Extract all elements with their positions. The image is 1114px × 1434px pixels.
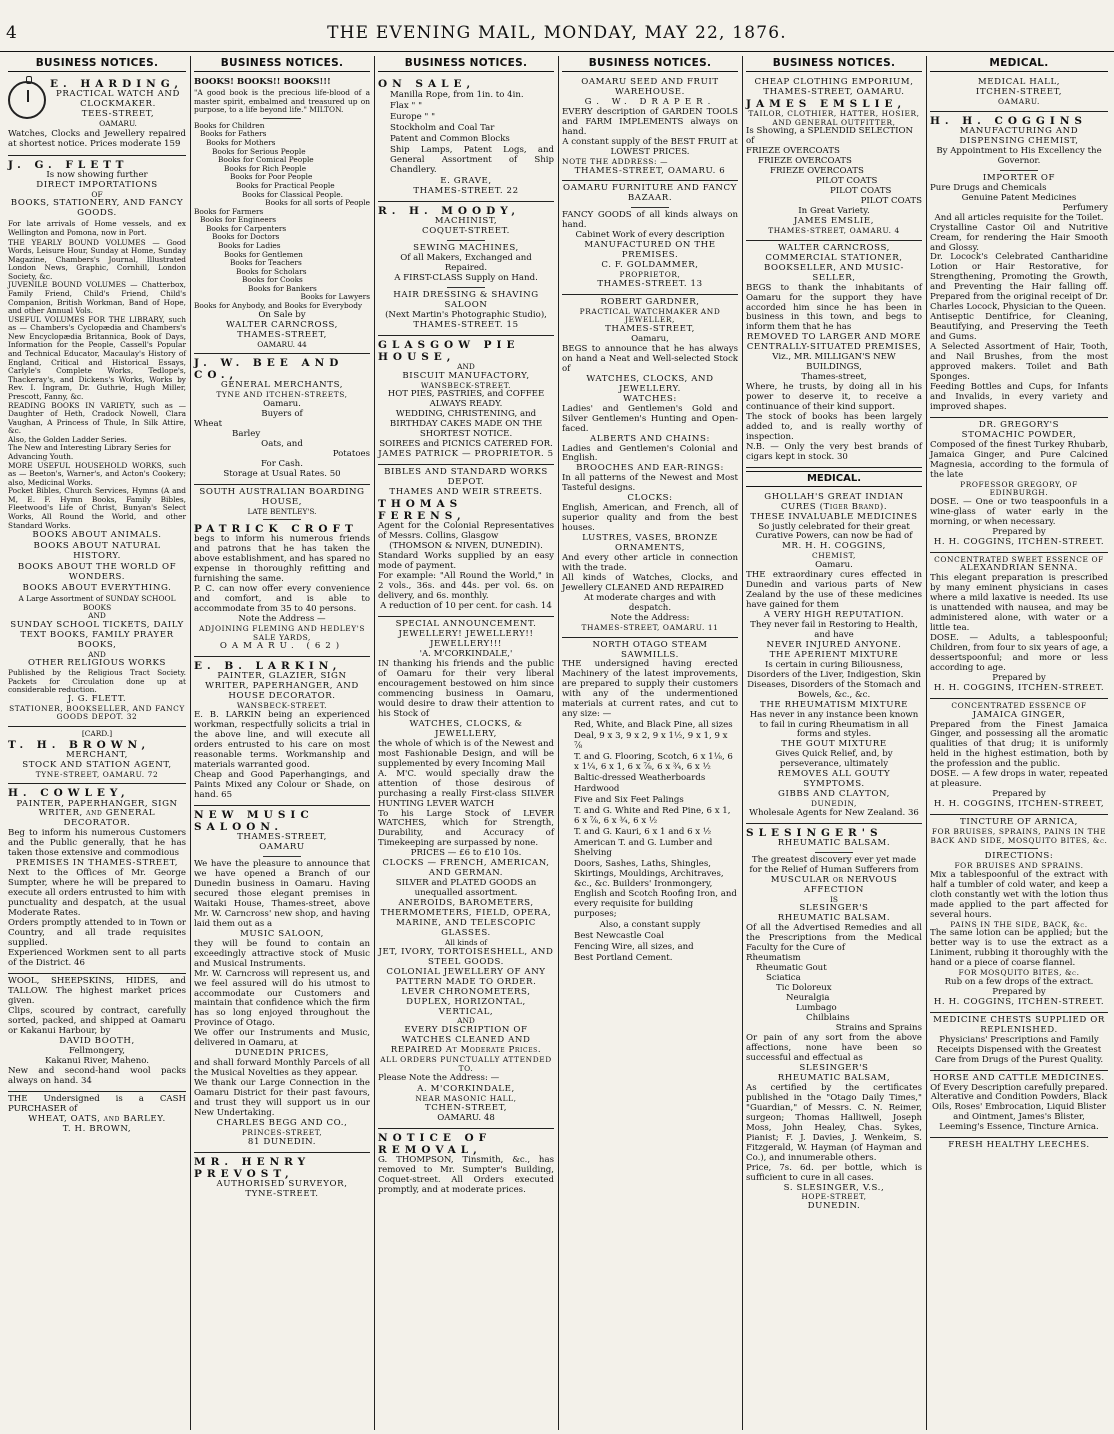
ad-grave-on-sale: ON SALE, Manilla Rope, from 1in. to 4in. Flax " " Europe " " Stockholm and Coal Tar Patent and Common Blocks Ship Lamps, Patent Logs, and General Assortment of Ship Chandlery. E. GRAVE, THAMES-STREET. 22 bbox=[378, 75, 554, 202]
ad-books-carncross: BOOKS! BOOKS!! BOOKS!!! "A good book is the precious life-blood of a master spirit, embalmed and treasured up on purpose, to a life beyond life." MILTON. Books for Children Books for Fathers Books for Mothers Books for Serious People Books for Comical People Books for Rich People Books for Poor People Books for Practical People Books for Classical People. Books for all sorts of People Books for Farmers Books for Engineers Books for Carpenters Books for Doctors Books for Ladies Books for Gentlemen Books for Teachers Books for Scholars Books for Cooks Books for Bankers Books for Lawyers Books for Anybody, and Books for Everybody On Sale by WALTER CARNCROSS, THAMES-STREET, OAMARU. 44 bbox=[194, 75, 370, 354]
ad-medical-hall: MEDICAL HALL, ITCHEN-STREET, OAMARU. bbox=[930, 75, 1108, 112]
ad-flett: J. G. FLETT Is now showing further DIRECT IMPORTATIONS OF BOOKS, STATIONERY, AND FANCY GOODS. For late arrivals of Home vessels, and ex Wellington and Pomona, now in Port. THE YEARLY BOUND VOLUMES — Good Words, Leisure Hour, Sunday at Home, Sunday Magazine, Chambers's Journal, Illustrated London News, Graphic, Cornhill, London Society, &c. JUVENILE BOUND VOLUMES — Chatterbox, Family Friend, Child's Friend, Child's Companion, British Workman, Band of Hope, and other Annual Vols. USEFUL VOLUMES FOR THE LIBRARY, such as — Chambers's Cyclopædia and Chambers's New Encyclopædia Britannica, Book of Days, Information for the People, Cassell's Popular and Technical Educator, Macaulay's History of England, Critical and Historical Essays, Carlyle's Complete Works, Tedlope's, Thackeray's, and Dickens's Works, Works by Rev. I. Ingram, Dr. Guthrie, Hugh Miller, Prescott, Fanny, &c. READING BOOKS IN VARIETY, such as — Daughter of Heth, Cradock Nowell, Clara Vaughan, A Princess of Thule, In Silk Attire, &c. Also, the Golden Ladder Series. The New and Interesting Library Series for Advancing Youth. MORE USEFUL HOUSEHOLD WORKS, such as — Beeton's, Warner's, and Acton's Cookery; also, Medicinal Works. Pocket Bibles, Church Services, Hymns (A and M, E. F. Hymn Books, Family Bibles, Fleetwood's Life of Christ, Bunyan's Select Works, All Round the World, and other Standard Works. BOOKS ABOUT ANIMALS. BOOKS ABOUT NATURAL HISTORY. BOOKS ABOUT THE WORLD OF WONDERS. BOOKS ABOUT EVERYTHING. A Large Assortment of SUNDAY SCHOOL BOOKS AND SUNDAY SCHOOL TICKETS, DAILY TEXT BOOKS, FAMILY PRAYER BOOKS, AND OTHER RELIGIOUS WORKS Published by the Religious Tract Society. Packets for Circulation done up at considerable reduction. J. G. FLETT. STATIONER, BOOKSELLER, AND FANCY GOODS DEPOT. 32 bbox=[8, 156, 186, 727]
column-5 bbox=[742, 56, 926, 1430]
ad-gardner-watchmaker: ROBERT GARDNER, PRACTICAL WATCHMAKER AND JEWELLER, THAMES-STREET, Oamaru, BEGS to announce that he has always on hand a Neat and Well-selected Stock of WATCHES, CLOCKS, AND JEWELLERY. WATCHES: Ladies' and Gentlemen's Gold and Silver Gentlemen's Hunting and Open-faced. ALBERTS AND CHAINS: Ladies and Gentlemen's Colonial and English. BROOCHES AND EAR-RINGS: In all patterns of the Newest and Most Tasteful designs. CLOCKS: English, American, and French, all of superior quality and from the best houses. LUSTRES, VASES, BRONZE ORNAMENTS, And every other article in connection with the trade. All kinds of Watches, Clocks, and Jewellery CLEANED AND REPAIRED At moderate charges and with despatch. Note the Address: THAMES-STREET, OAMARU. 11 bbox=[562, 295, 738, 638]
ad-arnica: TINCTURE OF ARNICA, FOR BRUISES, SPRAINS, PAINS IN THE BACK AND SIDE, MOSQUITO BITES, &c. DIRECTIONS: FOR BRUISES AND SPRAINS. Mix a tablespoonful of the extract with half a tumbler of cold water, and keep a cloth constantly wet with the lotion thus made applied to the part affected for several hours. PAINS IN THE SIDE, BACK, &c. The same lotion can be applied; but the better way is to use the extract as a Liniment, rubbing it thoroughly with the hand or a piece of coarse flannel. FOR MOSQUITO BITES, &c. Rub on a few drops of the extract. Prepared by H. H. COGGINS, ITCHEN-STREET. bbox=[930, 815, 1108, 1012]
ad-harding: E. HARDING, PRACTICAL WATCH AND CLOCKMAKER. TEES-STREET, OAMARU. Watches, Clocks and Jewellery repaired at shortest notice. Prices moderate 159 bbox=[8, 75, 186, 156]
ad-moody: R. H. MOODY, MACHINIST, COQUET-STREET. SEWING MACHINES, Of all Makers, Exchanged and Repaired. A FIRST-CLASS Supply on Hand. HAIR DRESSING & SHAVING SALOON (Next Martin's Photographic Studio), THAMES-STREET. 15 bbox=[378, 202, 554, 336]
ad-brown-card: [CARD.] T. H. BROWN, MERCHANT, STOCK AND STATION AGENT, TYNE-STREET, OAMARU. 72 bbox=[8, 727, 186, 784]
ad-booth: WOOL, SHEEPSKINS, HIDES, and TALLOW. The highest market prices given. Clips, scoured by contract, carefully sorted, packed, and shipped at Oamaru or Kakanui Harbour, by DAVID BOOTH, Fellmongery, Kakanui River, Maheno. New and second-hand wool packs always on hand. 34 bbox=[8, 974, 186, 1092]
ad-emslie-clothing: CHEAP CLOTHING EMPORIUM, THAMES-STREET, OAMARU. JAMES EMSLIE, TAILOR, CLOTHIER, HATTER, HOSIER, AND GENERAL OUTFITTER, Is Showing, a SPLENDID SELECTION of FRIEZE OVERCOATS FRIEZE OVERCOATS FRIEZE OVERCOATS PILOT COATS PILOT COATS PILOT COATS In Great Variety. JAMES EMSLIE, THAMES-STREET, OAMARU. 4 bbox=[746, 75, 922, 241]
column-header: BUSINESS NOTICES. bbox=[8, 56, 186, 72]
column-6 bbox=[926, 56, 1112, 1430]
ad-ferens-bibles: BIBLES AND STANDARD WORKS DEPOT. THAMES AND WEIR STREETS. THOMAS FERENS, Agent for the Colonial Representatives of Messrs. Collins, Glasgow (THOMSON & NIVEN, DUNEDIN). Standard Works supplied by an easy mode of payment. For example: "All Round the World," in 2 vols., 36s. and 44s. per vol. 6s. on delivery, and 6s. monthly. A reduction of 10 per cent. for cash. 14 bbox=[378, 465, 554, 617]
column-2 bbox=[190, 56, 374, 1430]
column-header: BUSINESS NOTICES. bbox=[194, 56, 370, 72]
ad-horse-cattle: HORSE AND CATTLE MEDICINES. Of Every Description carefully prepared. Alterative and Condition Powders, Black Oils, Roses' Embrocation, Liquid Blister and Ointment, James's Blister, Leeming's Essence, Tincture Arnica. bbox=[930, 1071, 1108, 1139]
ad-carncross-stationer: WALTER CARNCROSS, COMMERCIAL STATIONER, BOOKSELLER, AND MUSIC-SELLER, BEGS to thank the inhabitants of Oamaru for the support they have accorded him since he has been in business in this town, and begs to inform them that he has REMOVED TO LARGER AND MORE CENTRALLY-SITUATED PREMISES, Viz., MR. MILLIGAN'S NEW BUILDINGS, Thames-street, Where, he trusts, by doing all in his power to deserve it, to receive a continuance of their kind support. The stock of books has been largely added to, and is really worthy of inspection. N.B. — Only the very best brands of cigars kept in stock. 30 bbox=[746, 241, 922, 468]
ad-bee-co: J. W. BEE AND CO., GENERAL MERCHANTS, TYNE AND ITCHEN-STREETS, Oamaru. Buyers of Wheat Barley Oats, and Potatoes For Cash. Storage at Usual Rates. 50 bbox=[194, 354, 370, 485]
column-header: BUSINESS NOTICES. bbox=[746, 56, 922, 72]
ad-glasgow-pie-house: GLASGOW PIE HOUSE, AND BISCUIT MANUFACTORY, WANSBECK-STREET. HOT PIES, PASTRIES, and COFFEE ALWAYS READY. WEDDING, CHRISTENING, and BIRTHDAY CAKES MADE ON THE SHORTEST NOTICE. SOIREES and PICNICS CATERED FOR. JAMES PATRICK — PROPRIETOR. 5 bbox=[378, 336, 554, 465]
ad-north-otago-sawmills: NORTH OTAGO STEAM SAWMILLS. THE undersigned having erected Machinery of the latest improvements, are prepared to supply their customers with any of the undermentioned materials at current rates, and cut to any size: — Red, White, and Black Pine, all sizes Deal, 9 x 3, 9 x 2, 9 x 1½, 9 x 1, 9 x ⅞ T. and G. Flooring, Scotch, 6 x 1⅛, 6 x 1¼, 6 x 1, 6 x ⅞, 6 x ¾, 6 x ½ Baltic-dressed Weatherboards Hardwood Five and Six Feet Palings T. and G. White and Red Pine, 6 x 1, 6 x ⅞, 6 x ¾, 6 x ½ T. and G. Kauri, 6 x 1 and 6 x ½ American T. and G. Lumber and Shelving Doors, Sashes, Laths, Shingles, Skirtings, Mouldings, Architraves, &c., &c. Builders' Ironmongery, English and Scotch Roofing Iron, and every requisite for building purposes; Also, a constant supply Best Newcastle Coal Fencing Wire, all sizes, and Best Portland Cement. bbox=[562, 639, 738, 963]
masthead bbox=[0, 24, 1114, 52]
ad-larkin: E. B. LARKIN, PAINTER, GLAZIER, SIGN WRITER, PAPERHANGER, AND HOUSE DECORATOR. WANSBECK-STREET. E. B. LARKIN being an experienced workman, respectfully solicits a trial in the above line, and will execute all orders entrusted to his care on most reasonable terms. Workmanship and materials warranted good. Cheap and Good Paperhangings, and Paints Mixed any Colour or Shade, on hand. 65 bbox=[194, 657, 370, 805]
column-header: MEDICAL. bbox=[930, 56, 1108, 72]
ad-ghollah-cures: GHOLLAH'S GREAT INDIAN CURES (Tiger Brand). THESE INVALUABLE MEDICINES So justly celebrated for their great Curative Powers, can now be had of MR. H. H. COGGINS, CHEMIST, Oamaru. THE extraordinary cures effected in Dunedin and various parts of New Zealand by the use of these medicines have gained for them A VERY HIGH REPUTATION. They never fail in Restoring to Health, and have NEVER INJURED ANYONE. THE APERIENT MIXTURE Is certain in curing Biliousness, Disorders of the Liver, Indigestion, Skin Diseases, Disorders of the Stomach and Bowels, &c., &c. THE RHEUMATISM MIXTURE Has never in any instance been known to fail in curing Rheumatism in all forms and styles. THE GOUT MIXTURE Gives Quick Relief, and, by perseverance, ultimately REMOVES ALL GOUTY SYMPTOMS. GIBBS AND CLAYTON, DUNEDIN, Wholesale Agents for New Zealand. 36 bbox=[746, 490, 922, 824]
ad-cowley: H. COWLEY, PAINTER, PAPERHANGER, SIGN WRITER, and GENERAL DECORATOR. Beg to inform his numerous Customers and the Public generally, that he has taken those extensive and commodious PREMISES IN THAMES-STREET, Next to the Offices of Mr. George Sumpter, where he will be prepared to execute all orders entrusted to him with punctuality and despatch, at the usual Moderate Rates. Orders promptly attended to in Town or Country, and all trade requisites supplied. Experienced Workmen sent to all parts of the District. 46 bbox=[8, 784, 186, 974]
newspaper-title: THE EVENING MAIL, MONDAY, MAY 22, 1876. bbox=[327, 23, 787, 43]
ad-slesinger-balsam: SLESINGER'S RHEUMATIC BALSAM. The greatest discovery ever yet made for the Relief of Human Sufferers from MUSCULAR or NERVOUS AFFECTION IS SLESINGER'S RHEUMATIC BALSAM. Of all the Advertised Remedies and all the Prescriptions from the Medical Faculty for the Cure of Rheumatism Rheumatic Gout Sciatica Tic Doloreux Neuralgia Lumbago Chilblains Strains and Sprains Or pain of any sort from the above affections, none have been so successful and effectual as SLESINGER'S RHEUMATIC BALSAM, As certified by the certificates published in the "Otago Daily Times," "Guardian," of Messrs. C. N. Reimer, surgeon; Thomas Halliwell, Joseph Moss, John Healey, Chas. Sykes, Pianist; F. J. Davies, J. Wenkeim, S. Fitzgerald, W. Hayman (of Hayman and Co.), and innumerable others. Price, 7s. 6d. per bottle, which is sufficient to cure in all cases. S. SLESINGER, V.S., HOPE-STREET, DUNEDIN. bbox=[746, 826, 922, 1212]
ad-coggins-chemist: H. H. COGGINS MANUFACTURING AND DISPENSING CHEMIST, By Appointment to His Excellency the Governor. IMPORTER OF Pure Drugs and Chemicals Genuine Patent Medicines Perfumery And all articles requisite for the Toilet. Crystalline Castor Oil and Nutritive Cream, for rendering the Hair Smooth and Glossy. Dr. Locock's Celebrated Cantharidine Lotion or Hair Restorative, for Strengthening, Promoting the Growth, and Preventing the Hair falling off. Prepared from the original receipt of Dr. Charles Locock, Physician to the Queen. Antiseptic Dentifrice, for Cleaning, Beautifying, and Preserving the Teeth and Gums. A Selected Assortment of Hair, Tooth, and Nail Brushes, from the most approved makers. Toilet and Bath Sponges. Feeding Bottles and Cups, for Infants and Invalids, in every variety and improved shapes. bbox=[930, 112, 1108, 418]
page-number: 4 bbox=[6, 23, 17, 43]
ad-leeches: FRESH HEALTHY LEECHES. bbox=[948, 1140, 1090, 1151]
ad-senna: CONCENTRATED SWEET ESSENCE OF ALEXANDRIAN SENNA. This elegant preparation is prescribed by many eminent physicians in cases where a mild laxative is needed. Its use is unattended with nausea, and may be administered alone, with water or a little tea. DOSE. — Adults, a tablespoonful; Children, from four to six years of age, a dessertspoonful; and more or less according to age. Prepared by H. H. COGGINS, ITCHEN-STREET. bbox=[930, 553, 1108, 699]
column-4 bbox=[558, 56, 742, 1430]
ad-gregory-powder: DR. GREGORY'S STOMACHIC POWDER, Composed of the finest Turkey Rhubarb, Jamaica Ginger, and Pure Calcined Magnesia, according to the formula of the late PROFESSOR GREGORY, OF EDINBURGH. DOSE. — One or two teaspoonfuls in a wine-glass of water early in the morning, or when necessary. Prepared by H. H. COGGINS, ITCHEN-STREET. bbox=[930, 418, 1108, 553]
ad-cash-purchaser: THE Undersigned is a CASH PURCHASER of WHEAT, OATS, and BARLEY. T. H. BROWN, bbox=[8, 1093, 186, 1134]
column-1 bbox=[4, 56, 190, 1430]
pocket-watch-icon bbox=[8, 81, 46, 119]
ad-mcorkindale-jewellery: SPECIAL ANNOUNCEMENT. JEWELLERY! JEWELLERY!! JEWELLERY!!! 'A. M'CORKINDALE,' IN thanking his friends and the public of Oamaru for their very liberal encouragement bestowed on him since commencing business in Oamaru, would desire to draw their attention to his Stock of WATCHES, CLOCKS, & JEWELLERY, the whole of which is of the Newest and most Fashionable Design, and will be supplemented by every Incoming Mail A. M'C. would specially draw the attention of those desirous of purchasing a really First-class SILVER HUNTING LEVER WATCH To his Large Stock of LEVER WATCHES, which for Strength, Durability, and Accuracy of Timekeeping are surpassed by none. PRICES — £6 to £10 10s. CLOCKS — FRENCH, AMERICAN, AND GERMAN. SILVER and PLATED GOODS an unequalled assortment. ANEROIDS, BAROMETERS, THERMOMETERS, FIELD, OPERA, MARINE, AND TELESCOPIC GLASSES. All kinds of JET, IVORY, TORTOISESHELL, AND STEEL GOODS. COLONIAL JEWELLERY OF ANY PATTERN MADE TO ORDER. LEVER CHRONOMETERS, DUPLEX, HORIZONTAL, VERTICAL, AND EVERY DISCRIPTION OF WATCHES CLEANED AND REPAIRED At Moderate Prices. ALL ORDERS PUNCTUALLY ATTENDED TO. Please Note the Address: — A. M'CORKINDALE, NEAR MASONIC HALL, TCHEN-STREET, OAMARU. 48 bbox=[378, 617, 554, 1128]
ad-ginger: CONCENTRATED ESSENCE OF JAMAICA GINGER, Prepared from the Finest Jamaica Ginger, and possessing all the aromatic qualities of that drug; it is uniformly held in the highest estimation, both by the profession and the public. DOSE. — A few drops in water, repeated at pleasure. Prepared by H. H. COGGINS, ITCHEN-STREET, bbox=[930, 699, 1108, 815]
ad-music-saloon: NEW MUSIC SALOON. THAMES-STREET, OAMARU We have the pleasure to announce that we have opened a Branch of our Dunedin business in Oamaru. Having secured those elegant premises in Waitaki House, Thames-street, above Mr. W. Carncross' new shop, and having laid them out as a MUSIC SALOON, they will be found to contain an exceedingly attractive stock of Music and Musical Instruments. Mr. W. Carncross will represent us, and we feel assured will do his utmost to accommodate our Customers and maintain that confidence which the firm has so long enjoyed throughout the Province of Otago. We offer our Instruments and Music, delivered in Oamaru, at DUNEDIN PRICES, and shall forward Monthly Parcels of all the Musical Novelties as they appear. We thank our Large Connection in the Oamaru District for their past favours, and trust they will support us in our New Undertaking. CHARLES BEGG AND CO., PRINCES-STREET, 81 DUNEDIN. bbox=[194, 806, 370, 1153]
ad-thompson-removal: NOTICE OF REMOVAL, G. THOMPSON, Tinsmith, &c., has removed to Mr. Sumpter's Building, Coquet-street. All Orders executed promptly, and at moderate prices. bbox=[378, 1131, 554, 1195]
ad-draper: OAMARU SEED AND FRUIT WAREHOUSE. G. W. DRAPER. EVERY description of GARDEN TOOLS and FARM IMPLEMENTS always on hand. A constant supply of the BEST FRUIT at LOWEST PRICES. NOTE THE ADDRESS: — THAMES-STREET, OAMARU. 6 bbox=[562, 75, 738, 181]
medical-section-header: MEDICAL. bbox=[746, 471, 922, 487]
column-3 bbox=[374, 56, 558, 1430]
ad-medicine-chests: MEDICINE CHESTS SUPPLIED OR REPLENISHED. Physicians' Prescriptions and Family Receipts Dispensed with the Greatest Care from Drugs of the Purest Quality. bbox=[930, 1013, 1108, 1071]
column-header: BUSINESS NOTICES. bbox=[378, 56, 554, 72]
columns bbox=[4, 56, 1112, 1430]
ad-goldammer-bazaar: OAMARU FURNITURE AND FANCY BAZAAR. FANCY GOODS of all kinds always on hand. Cabinet Work of every description MANUFACTURED ON THE PREMISES. C. F. GOLDAMMER, PROPRIETOR, THAMES-STREET. 13 bbox=[562, 181, 738, 294]
ad-croft: SOUTH AUSTRALIAN BOARDING HOUSE, LATE BENTLEY'S. PATRICK CROFT begs to inform his numerous friends and patrons that he has taken the above establishment, and has spared no expense in thoroughly refitting and furnishing the same. P. C. can now offer every convenience and comfort, and is able to accommodate from 35 to 40 persons. Note the Address — ADJOINING FLEMING AND HEDLEY'S SALE YARDS, OAMARU. (62) bbox=[194, 485, 370, 658]
column-header: BUSINESS NOTICES. bbox=[562, 56, 738, 72]
ad-prevost: MR. HENRY PREVOST, AUTHORISED SURVEYOR, TYNE-STREET. bbox=[194, 1155, 348, 1199]
